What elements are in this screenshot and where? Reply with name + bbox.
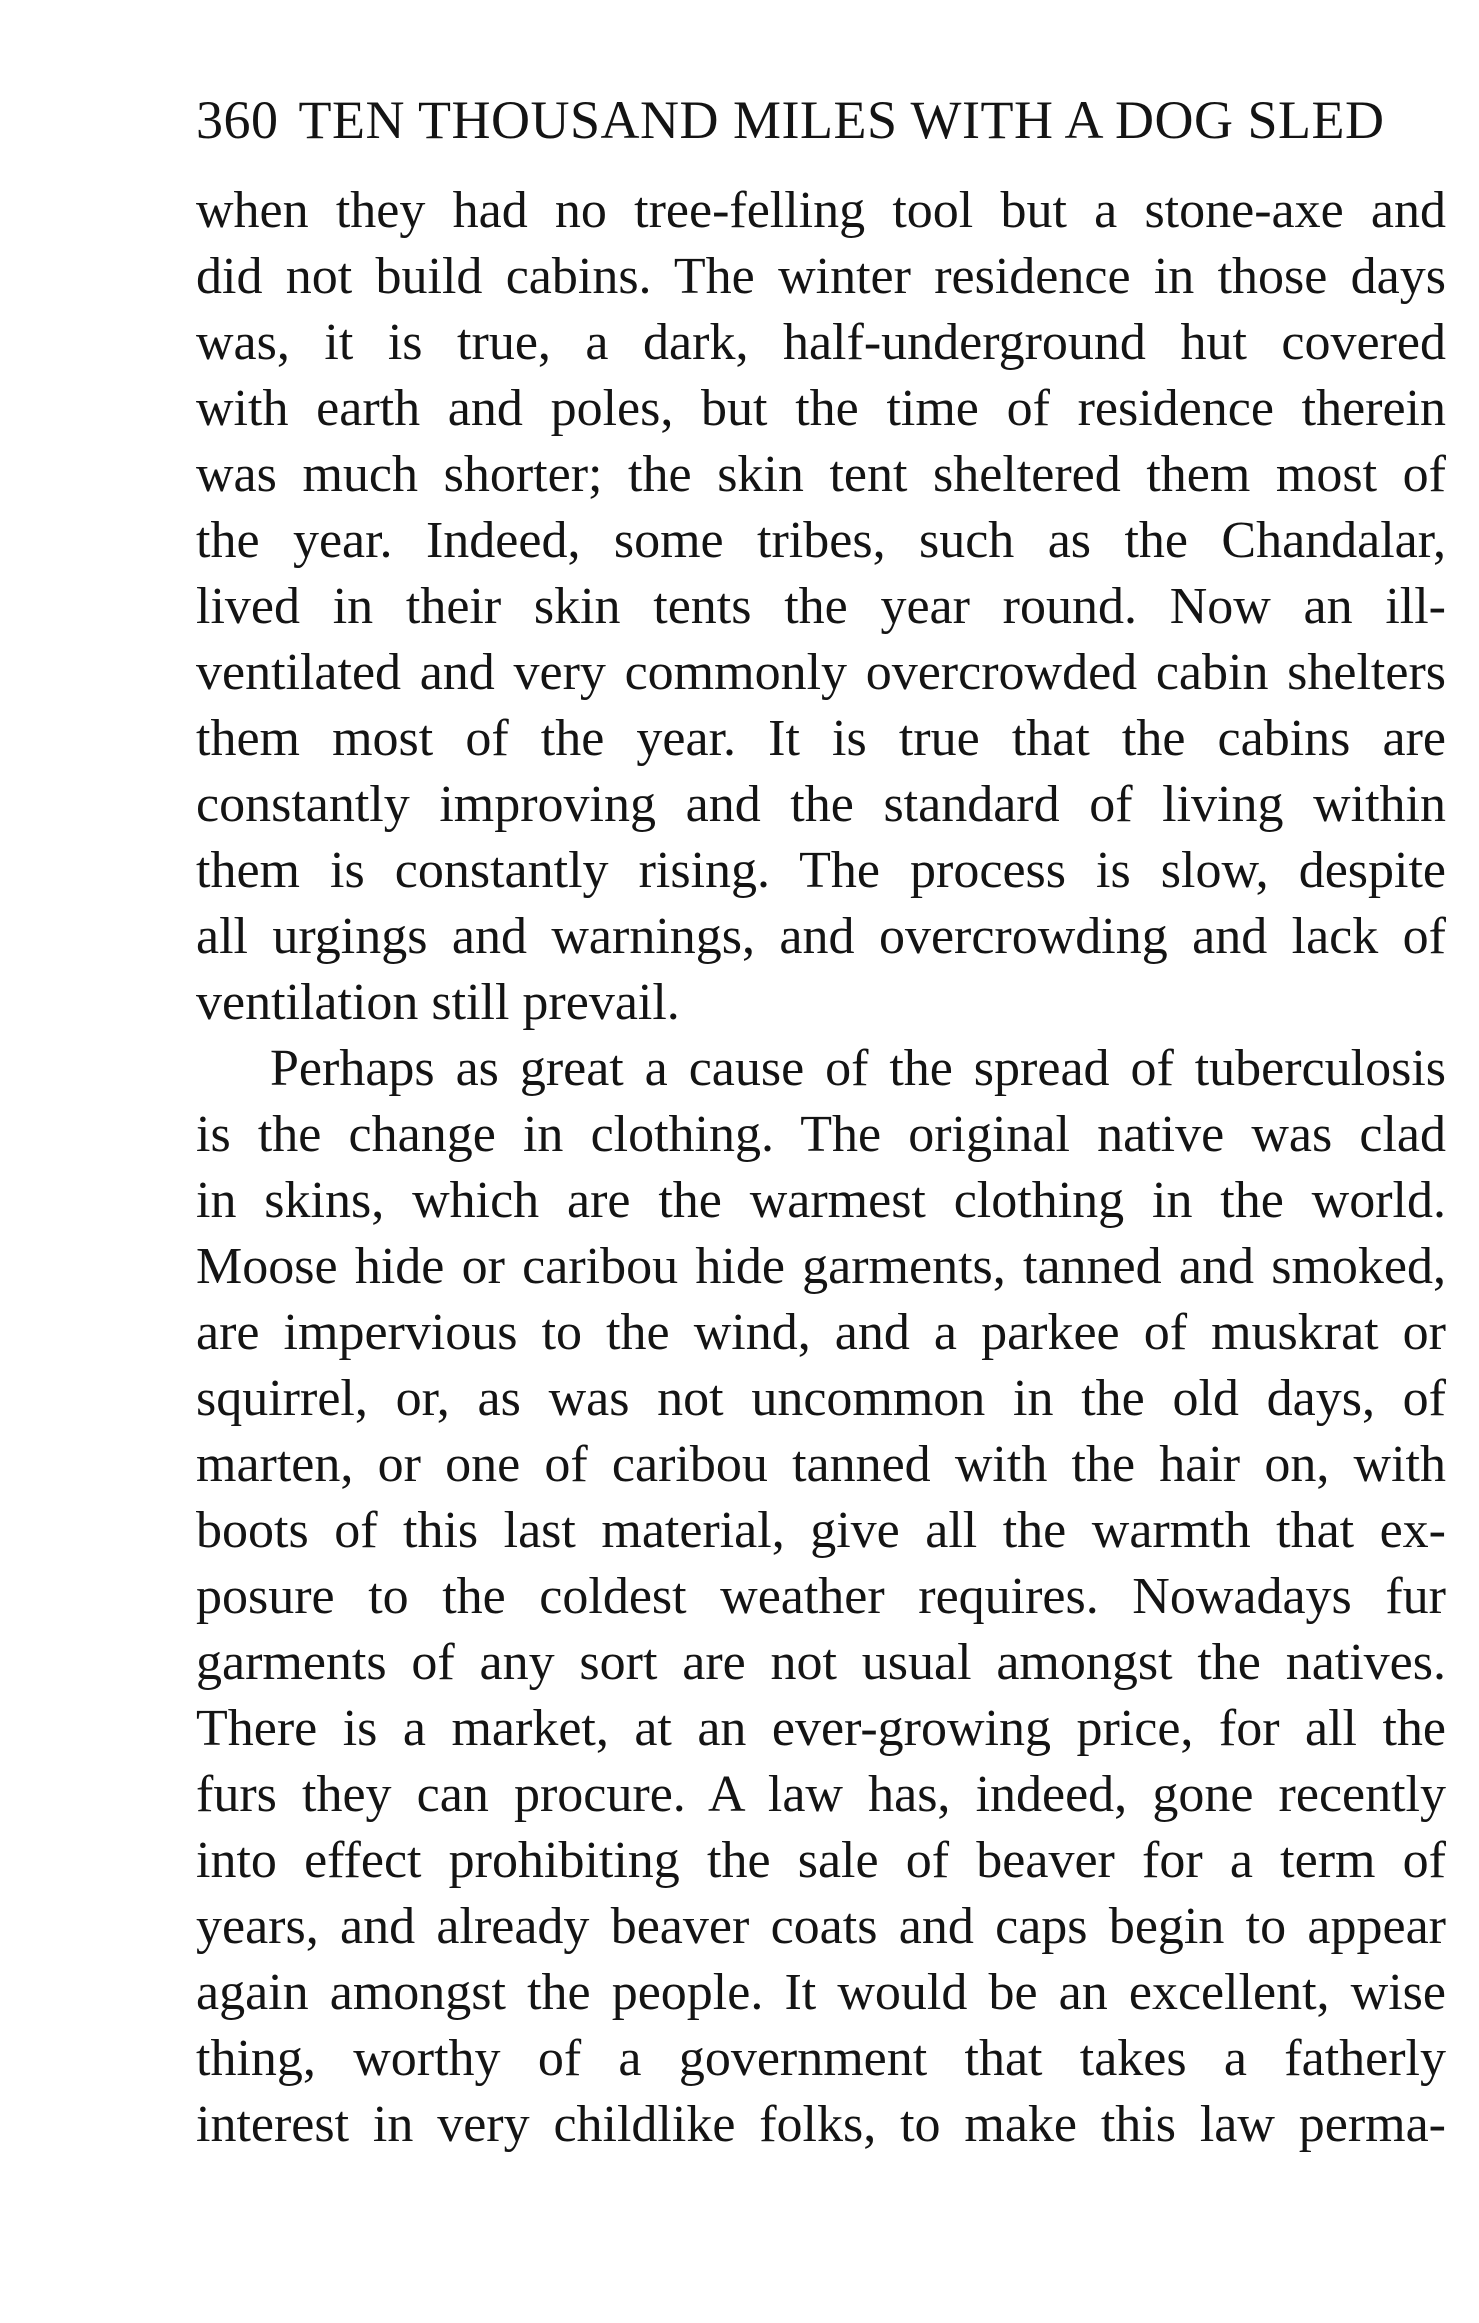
text-line: did not build cabins. The winter residence in those days [196,248,1446,305]
body-text [196,178,1446,2158]
text-line: ventilation still prevail. [196,974,680,1031]
text-line: Moose hide or caribou hide garments, tanned and smoked, [196,1238,1446,1295]
text-line: with earth and poles, but the time of residence therein [196,380,1446,437]
paragraph-2 [196,1036,1446,2158]
text-line: all urgings and warnings, and overcrowding and lack of [196,908,1446,965]
text-line: was, it is true, a dark, half-underground hut covered [196,314,1446,371]
text-line: interest in very childlike folks, to make this law perma- [196,2096,1446,2153]
text-line: marten, or one of caribou tanned with the hair on, with [196,1436,1446,1493]
text-line: There is a market, at an ever-growing price, for all the [196,1700,1446,1757]
text-line: lived in their skin tents the year round. Now an ill- [196,578,1446,635]
text-line: years, and already beaver coats and caps begin to appear [196,1898,1446,1955]
text-line: the year. Indeed, some tribes, such as the Chandalar, [196,512,1446,569]
text-line: garments of any sort are not usual amongst the natives. [196,1634,1446,1691]
text-line: posure to the coldest weather requires. Nowadays fur [196,1568,1446,1625]
paragraph-1 [196,178,1446,1036]
text-line: boots of this last material, give all the warmth that ex- [196,1502,1446,1559]
text-line: in skins, which are the warmest clothing in the world. [196,1172,1446,1229]
text-line: are impervious to the wind, and a parkee of muskrat or [196,1304,1446,1361]
text-line: when they had no tree-felling tool but a stone-axe and [196,182,1446,239]
text-line: again amongst the people. It would be an excellent, wise [196,1964,1446,2021]
text-line: constantly improving and the standard of living within [196,776,1446,833]
running-title: TEN THOUSAND MILES WITH A DOG SLED [298,90,1385,150]
text-line: ventilated and very commonly overcrowded cabin shelters [196,644,1446,701]
text-line: Perhaps as great a cause of the spread of tuberculosis [270,1040,1446,1097]
running-header [196,80,1446,160]
text-line: them most of the year. It is true that the cabins are [196,710,1446,767]
text-line: was much shorter; the skin tent sheltered them most of [196,446,1446,503]
page-number: 360 [196,90,279,150]
text-line: squirrel, or, as was not uncommon in the old days, of [196,1370,1446,1427]
text-line: into effect prohibiting the sale of beaver for a term of [196,1832,1446,1889]
text-line: them is constantly rising. The process is slow, despite [196,842,1446,899]
text-line: furs they can procure. A law has, indeed, gone recently [196,1766,1446,1823]
text-line: is the change in clothing. The original native was clad [196,1106,1446,1163]
text-line: thing, worthy of a government that takes a fatherly [196,2030,1446,2087]
